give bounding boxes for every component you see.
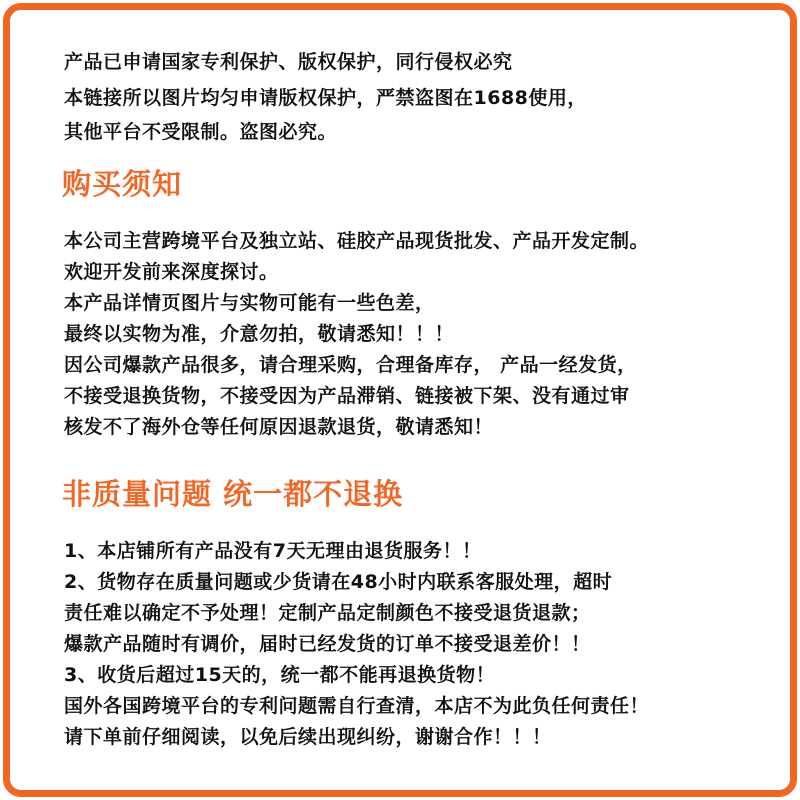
intro-line-1: 产品已申请国家专利保护、版权保护，同行侵权必究 xyxy=(64,51,513,73)
no-return-line-2: 2、货物存在质量问题或少货请在48小时内联系客服处理，超时 xyxy=(64,571,613,593)
purchase-notice-line-6: 不接受退换货物，不接受因为产品滞销、链接被下架、没有通过审 xyxy=(64,385,630,407)
purchase-notice-line-7: 核发不了海外仓等任何原因退款退货，敬请悉知！ xyxy=(64,416,494,438)
no-return-line-4: 爆款产品随时有调价，届时已经发货的订单不接受退差价！！ xyxy=(64,633,591,655)
no-return-line-1: 1、本店铺所有产品没有7天无理由退货服务！！ xyxy=(64,540,482,562)
intro-line-3: 其他平台不受限制。盗图必究。 xyxy=(64,121,338,143)
purchase-notice-line-3: 本产品详情页图片与实物可能有一些色差， xyxy=(64,292,435,314)
intro-line-2: 本链接所以图片均匀申请版权保护，严禁盗图在1688使用， xyxy=(64,87,587,109)
no-return-heading: 非质量问题 统一都不退换 xyxy=(62,477,404,511)
purchase-notice-line-1: 本公司主营跨境平台及独立站、硅胶产品现货批发、产品开发定制。 xyxy=(64,230,650,252)
no-return-line-6: 国外各国跨境平台的专利问题需自行查清，本店不为此负任何责任！ xyxy=(64,695,650,717)
purchase-notice-line-4: 最终以实物为准，介意勿拍，敬请悉知！！！ xyxy=(64,323,455,345)
purchase-notice-heading: 购买须知 xyxy=(62,167,183,201)
no-return-line-7: 请下单前仔细阅读，以免后续出现纠纷，谢谢合作！！！ xyxy=(64,726,552,748)
no-return-line-5: 3、收货后超过15天的，统一都不能再退换货物！ xyxy=(64,664,496,686)
purchase-notice-line-5: 因公司爆款产品很多，请合理采购，合理备库存， 产品一经发货， xyxy=(64,354,637,376)
purchase-notice-line-2: 欢迎开发前来深度探讨。 xyxy=(64,261,279,283)
no-return-line-3: 责任难以确定不予处理！定制产品定制颜色不接受退货退款； xyxy=(64,602,591,624)
